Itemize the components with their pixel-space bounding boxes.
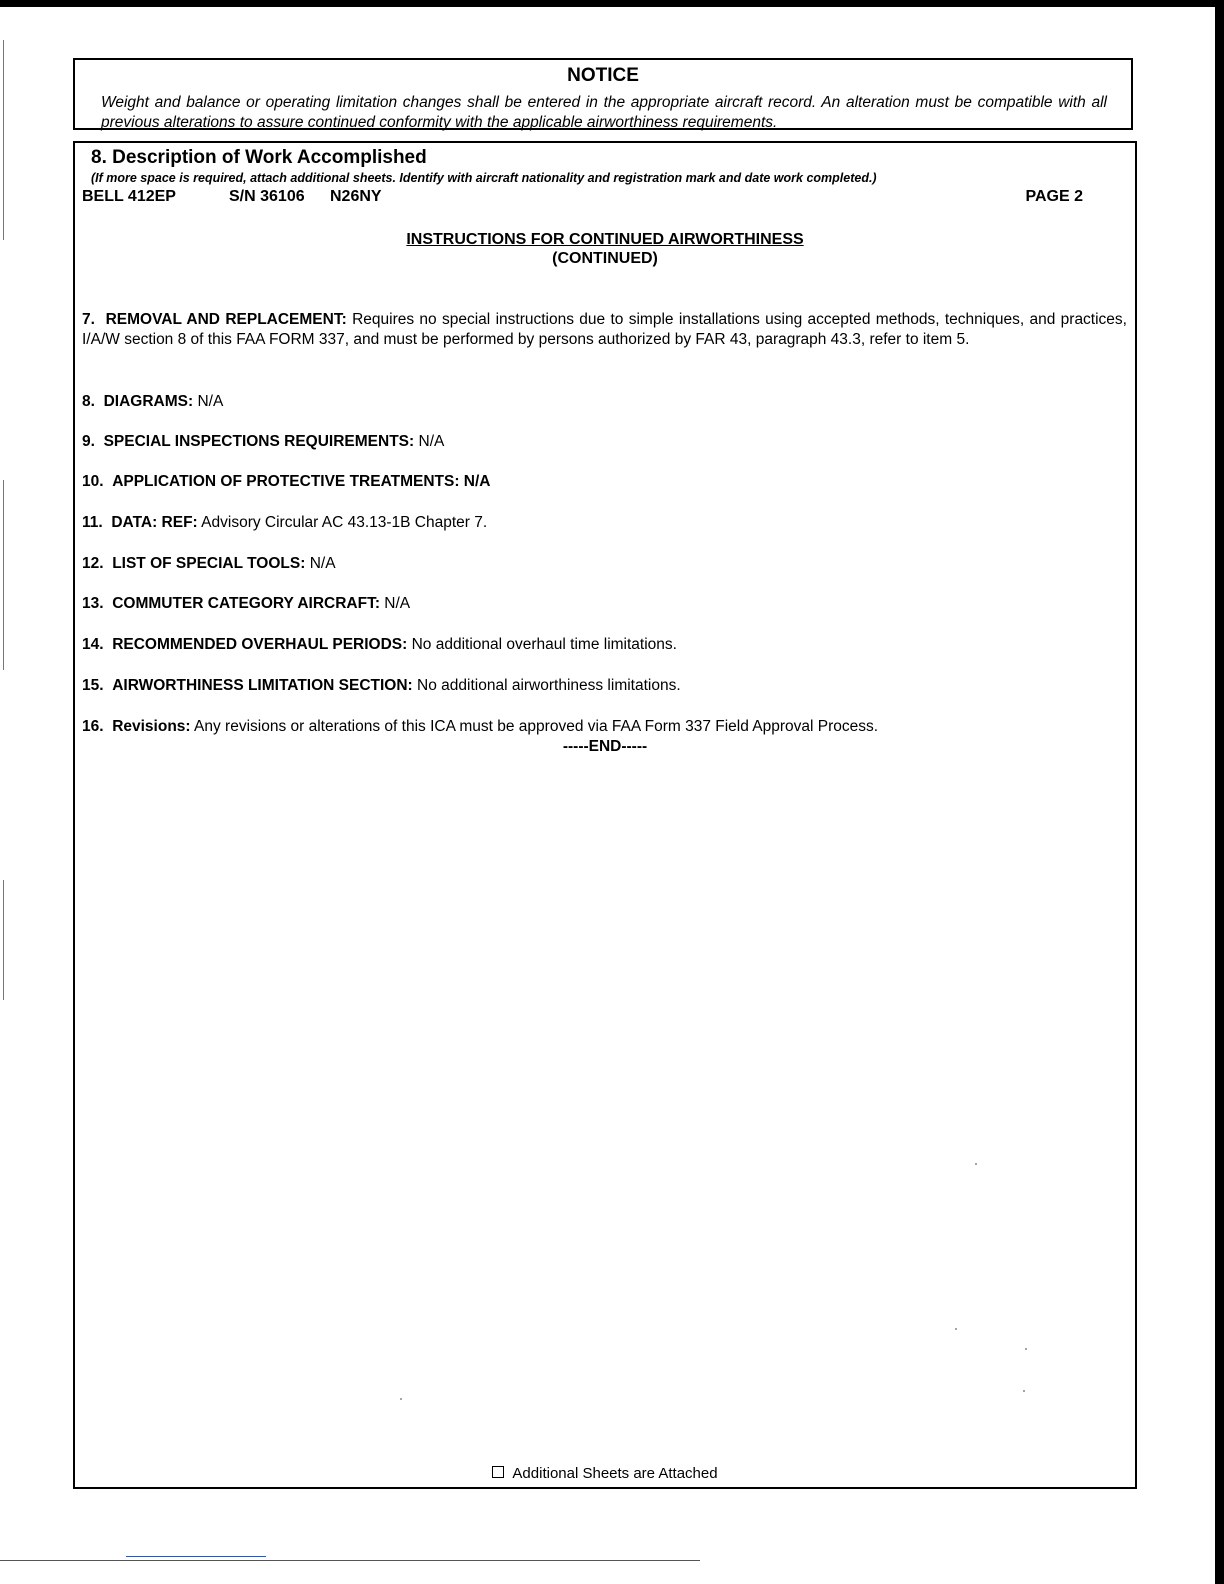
list-item [82, 717, 1127, 737]
additional-sheets-checkbox[interactable] [492, 1466, 504, 1478]
serial-number: S/N 36106 [229, 188, 305, 205]
item-text: Any revisions or alterations of this ICA must be approved via FAA Form 337 Field Approval Process. [194, 718, 879, 735]
item-text: No additional overhaul time limitations. [411, 636, 677, 653]
list-item [82, 554, 1127, 574]
item-number: 12. [82, 555, 104, 572]
list-item [82, 676, 1127, 696]
item-text: N/A [418, 433, 445, 450]
scan-speck [1023, 1390, 1025, 1392]
list-item [82, 635, 1127, 655]
item-text: Requires no special instructions due to simple installations using accepted methods, techniques, and practices, I/A/W section 8 of this FAA FORM 337, and must be performed by persons authorized by FAR 43, paragraph 43.3, refer to item 5. [82, 311, 1127, 348]
section-instructions: (If more space is required, attach additional sheets. Identify with aircraft nationality and registration mark and date work completed.) [91, 171, 877, 185]
item-number: 16. [82, 718, 104, 735]
scan-border-top [0, 0, 1224, 7]
list-item [82, 513, 1127, 533]
scan-edge-left [3, 480, 4, 670]
item-number: 10. [82, 473, 104, 490]
item-label: DATA: REF: [111, 514, 198, 531]
item-label: AIRWORTHINESS LIMITATION SECTION: [112, 677, 413, 694]
description-of-work-box [73, 141, 1137, 1489]
item-label: LIST OF SPECIAL TOOLS: [112, 555, 306, 572]
item-label: REMOVAL AND REPLACEMENT: [105, 311, 347, 328]
ica-title: INSTRUCTIONS FOR CONTINUED AIRWORTHINESS [406, 231, 804, 248]
item-label: Revisions: [112, 718, 191, 735]
item-text: N/A [197, 393, 224, 410]
item-number: 14. [82, 636, 104, 653]
registration-mark: N26NY [330, 188, 382, 205]
item-label: APPLICATION OF PROTECTIVE TREATMENTS: N/A [112, 473, 491, 490]
additional-sheets-label: Additional Sheets are Attached [512, 1465, 718, 1482]
item-label: DIAGRAMS: [103, 393, 194, 410]
list-item [82, 432, 1127, 452]
item-text: N/A [309, 555, 336, 572]
ica-subtitle: (CONTINUED) [552, 250, 658, 267]
item-label: RECOMMENDED OVERHAUL PERIODS: [112, 636, 408, 653]
additional-sheets-row [75, 1465, 1135, 1482]
list-item [82, 594, 1127, 614]
ica-heading [75, 230, 1135, 268]
scan-line-bottom [0, 1560, 700, 1561]
list-item [82, 472, 1127, 492]
item-label: SPECIAL INSPECTIONS REQUIREMENTS: [103, 433, 415, 450]
end-marker: -----END----- [562, 738, 648, 755]
notice-title: NOTICE [567, 65, 639, 86]
notice-text: Weight and balance or operating limitation changes shall be entered in the appropriate aircraft record. An alteration must be compatible with all previous alterations to assure continued conformity with the applicable airworthiness requirements. [101, 94, 1107, 131]
item-label: COMMUTER CATEGORY AIRCRAFT: [112, 595, 380, 612]
notice-box [73, 58, 1133, 130]
item-number: 9. [82, 433, 95, 450]
item-number: 13. [82, 595, 104, 612]
scan-edge-left [3, 880, 4, 1000]
page-number: PAGE 2 [1025, 188, 1083, 205]
scan-border-right [1215, 0, 1224, 1584]
scan-speck [400, 1398, 402, 1400]
item-number: 8. [82, 393, 95, 410]
scan-speck [955, 1328, 957, 1330]
item-text: Advisory Circular AC 43.13-1B Chapter 7. [201, 514, 488, 531]
list-item [82, 392, 1127, 412]
item-number: 7. [82, 311, 95, 328]
item-text: No additional airworthiness limitations. [417, 677, 681, 694]
item-number: 15. [82, 677, 104, 694]
item-text: N/A [384, 595, 411, 612]
scan-speck [975, 1163, 977, 1165]
aircraft-model: BELL 412EP [82, 188, 176, 205]
section-title: 8. Description of Work Accomplished [91, 147, 427, 168]
item-number: 11. [82, 514, 103, 531]
scan-edge-left [3, 40, 4, 240]
scan-speck [1025, 1348, 1027, 1350]
scan-line-blue [126, 1556, 266, 1557]
list-item [82, 310, 1127, 350]
